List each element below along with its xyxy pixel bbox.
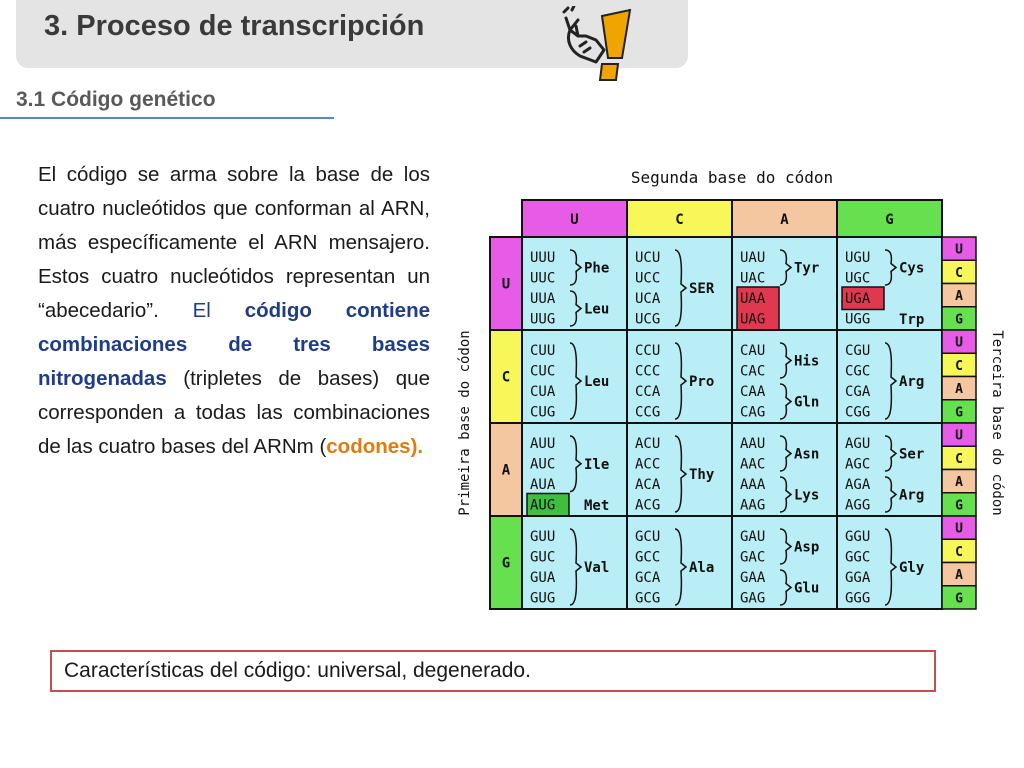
codon-GCA: GCA [635,570,661,586]
first-base-letter-U: U [501,276,511,293]
amino-acid-Tyr: Tyr [794,260,820,277]
explanation-paragraph [38,158,430,464]
codon-UGU: UGU [845,250,871,266]
codon-UGA: UGA [845,291,871,307]
codon-CCA: CCA [635,384,661,400]
amino-acid-Thy: Thy [689,467,715,483]
codon-UAA: UAA [740,291,766,307]
codon-CAG: CAG [740,404,766,421]
codon-CUA: CUA [530,384,556,400]
amino-acid-Glu: Glu [794,580,820,597]
codon-CUU: CUU [530,343,556,359]
third-base-letter-U: U [955,521,963,537]
codon-AAG: AAG [740,497,766,514]
codon-AGA: AGA [845,477,871,493]
amino-acid-Trp: Trp [899,311,925,328]
first-base-letter-A: A [501,462,511,479]
codon-CGG: CGG [845,404,871,421]
paragraph-part-1: El código se arma sobre la base de los cuatro nucleótidos que conforman al ARN, más específicamente el ARN mensajero. Estos cuatro nucleótidos representan un “abecedario”. [38,163,430,322]
codon-CUC: CUC [530,363,556,380]
second-base-letter-A: A [780,212,789,228]
codon-GCC: GCC [635,549,661,566]
amino-acid-Ile: Ile [584,456,610,473]
paragraph-part-2: El [192,299,245,322]
codon-GAC: GAC [740,549,766,566]
amino-acid-SER: SER [689,281,715,297]
codon-AUG: AUG [530,497,556,514]
codon-UUC: UUC [530,270,556,287]
amino-acid-Val: Val [584,560,610,576]
codon-GGA: GGA [845,570,871,586]
codon-AUU: AUU [530,436,556,452]
amino-acid-Gly: Gly [899,560,925,576]
third-base-letter-C: C [955,451,963,467]
paragraph-part-4: (tripletes de bases) que corresponden a todas las combinaciones de las cuatro bases del ARNm ( [38,367,430,458]
third-base-letter-C: C [955,265,963,281]
codon-CAA: CAA [740,384,766,400]
codon-GUG: GUG [530,590,556,607]
codon-UAC: UAC [740,270,766,287]
characteristics-box [50,650,936,692]
amino-acid-Phe: Phe [584,260,610,277]
codon-GGC: GGC [845,549,871,566]
second-base-letter-G: G [885,212,894,228]
codon-GUC: GUC [530,549,556,566]
amino-acid-Asp: Asp [794,539,820,556]
paragraph-highlight-combinations: código contiene combinaciones de tres bases nitrogenadas [38,299,430,390]
section-subtitle: 3.1 Código genético [16,88,216,111]
third-base-letter-G: G [955,312,963,328]
codon-GGU: GGU [845,529,871,545]
amino-acid-Cys: Cys [899,260,925,277]
third-base-letter-G: G [955,405,963,421]
codon-UGG: UGG [845,311,871,328]
codon-UAG: UAG [740,311,766,328]
codon-CCC: CCC [635,363,661,380]
codon-GCG: GCG [635,590,661,607]
amino-acid-Gln: Gln [794,394,820,411]
codon-CAU: CAU [740,343,766,359]
amino-acid-Arg: Arg [899,374,925,390]
codon-CGC: CGC [845,363,871,380]
codon-CGU: CGU [845,343,871,359]
codon-UUA: UUA [530,291,556,307]
codon-AGG: AGG [845,497,871,514]
amino-acid-Arg: Arg [899,487,925,504]
codon-AAA: AAA [740,477,766,493]
third-base-letter-C: C [955,358,963,374]
codon-ACC: ACC [635,456,661,473]
codon-AGU: AGU [845,436,871,452]
codon-UUU: UUU [530,250,556,266]
codon-CCG: CCG [635,404,661,421]
page-title: 3. Proceso de transcripción [44,10,425,42]
amino-acid-Ala: Ala [689,560,715,576]
first-base-label: Primeira base do códon [457,330,473,516]
codon-UCU: UCU [635,250,661,266]
third-base-letter-C: C [955,544,963,560]
codon-ACA: ACA [635,477,661,493]
codon-UCA: UCA [635,291,661,307]
amino-acid-Lys: Lys [794,487,820,504]
codon-UUG: UUG [530,311,556,328]
third-base-letter-A: A [955,475,963,491]
codon-ACG: ACG [635,497,661,514]
second-base-letter-U: U [570,212,579,228]
codon-GAU: GAU [740,529,766,545]
codon-UCC: UCC [635,270,661,287]
amino-acid-Leu: Leu [584,374,610,390]
second-base-letter-C: C [675,212,684,228]
third-base-label: Terceira base do códon [989,330,1005,516]
first-base-letter-C: C [501,369,511,386]
amino-acid-His: His [794,353,820,370]
codon-AGC: AGC [845,456,871,473]
amino-acid-Asn: Asn [794,446,820,463]
codon-GGG: GGG [845,590,871,607]
codon-AUA: AUA [530,477,556,493]
amino-acid-Pro: Pro [689,374,715,390]
codon-GCU: GCU [635,529,661,545]
codon-UGC: UGC [845,270,871,287]
codon-GAG: GAG [740,590,766,607]
third-base-letter-A: A [955,382,963,398]
first-base-letter-G: G [501,555,511,572]
third-base-letter-U: U [955,242,963,258]
third-base-letter-A: A [955,289,963,305]
codon-GAA: GAA [740,570,766,586]
codon-UCG: UCG [635,311,661,328]
third-base-letter-G: G [955,498,963,514]
amino-acid-Ser: Ser [899,446,925,463]
codon-GUU: GUU [530,529,556,545]
exclamation-icon [600,10,630,80]
codon-CGA: CGA [845,384,871,400]
codon-UAU: UAU [740,250,766,266]
codon-CUG: CUG [530,404,556,421]
characteristics-text: Características del código: universal, degenerado. [64,659,531,682]
second-base-label: Segunda base do códon [630,168,834,187]
third-base-letter-U: U [955,335,963,351]
third-base-letter-G: G [955,591,963,607]
subtitle-underline [0,117,334,119]
codon-GUA: GUA [530,570,556,586]
codon-AAU: AAU [740,436,766,452]
amino-acid-Met: Met [584,497,610,514]
codon-CCU: CCU [635,343,661,359]
paragraph-highlight-codons: codones). [326,435,424,458]
hand-pointing-icon [556,6,636,86]
third-base-letter-U: U [955,428,963,444]
codon-AAC: AAC [740,456,766,473]
codon-CAC: CAC [740,363,766,380]
amino-acid-Leu: Leu [584,301,610,318]
codon-AUC: AUC [530,456,556,473]
codon-table [452,160,1008,614]
third-base-letter-A: A [955,568,963,584]
codon-ACU: ACU [635,436,661,452]
